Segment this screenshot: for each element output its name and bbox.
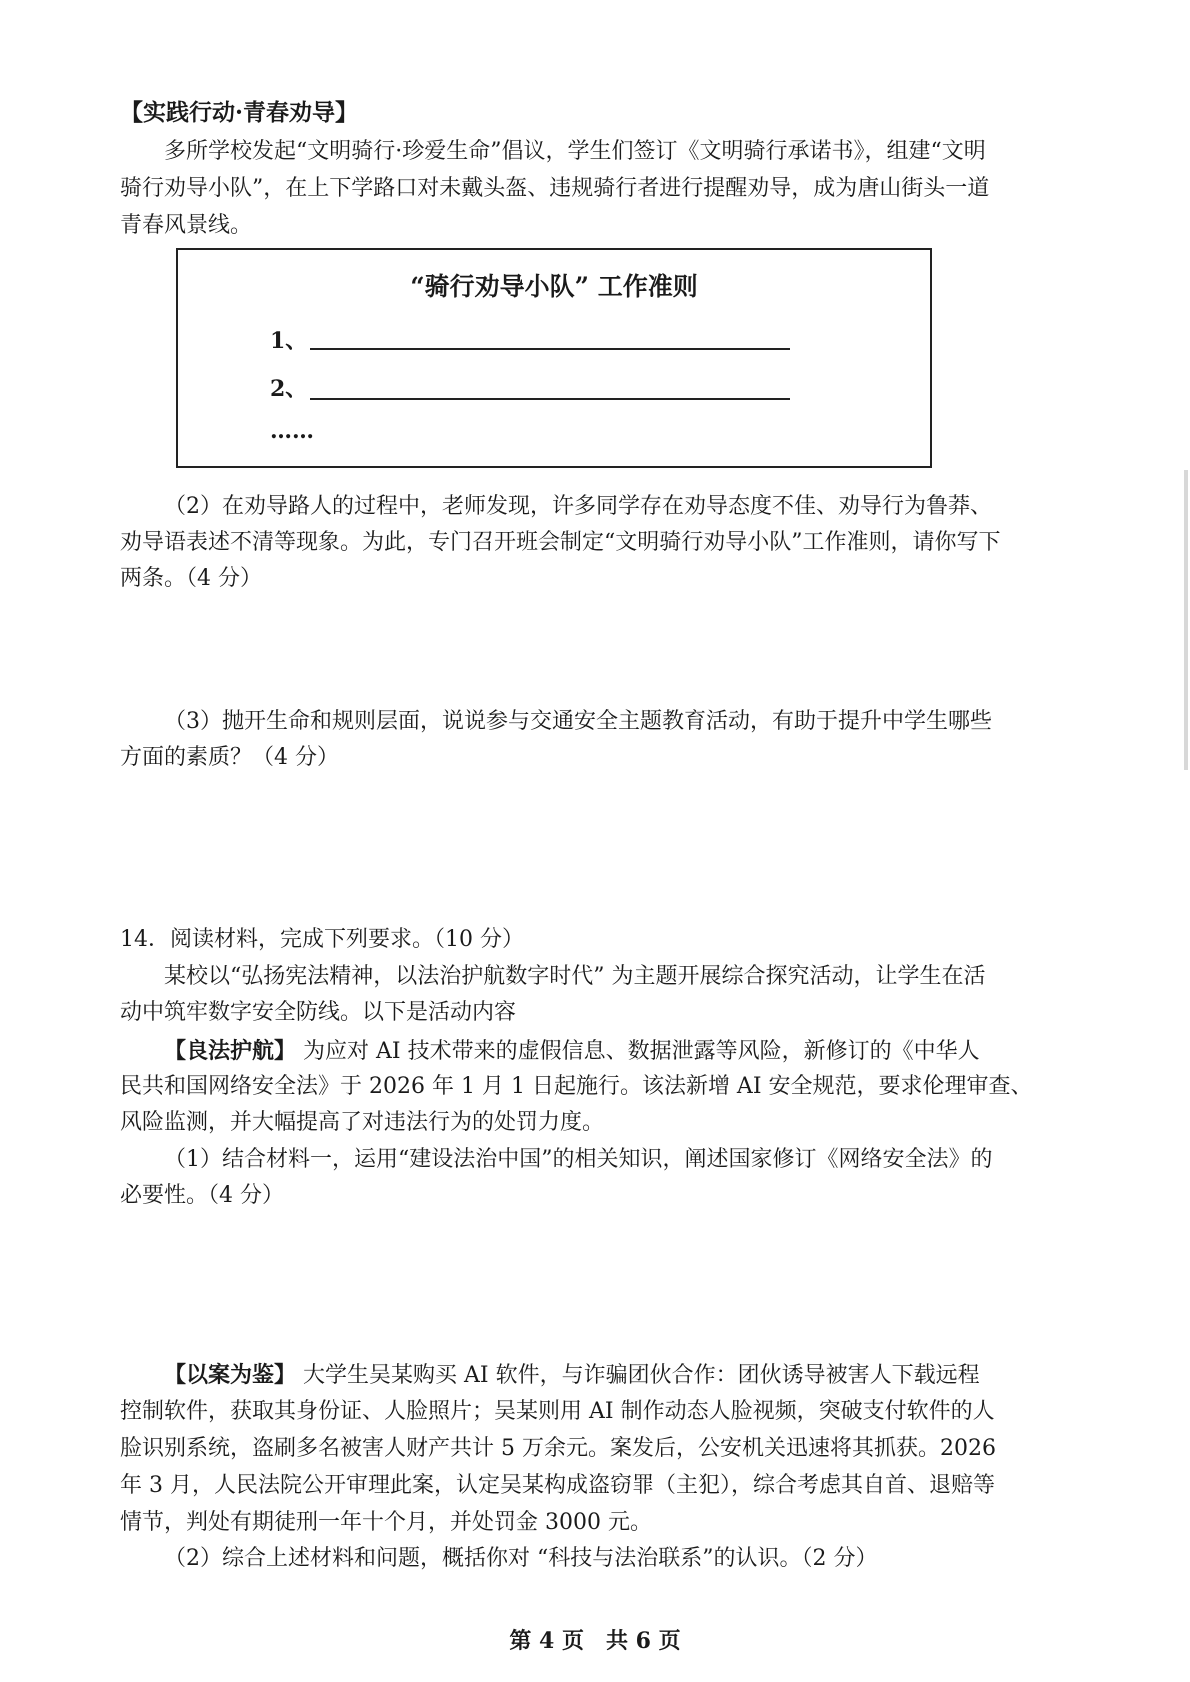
question-2-answer-area[interactable] <box>120 600 1000 700</box>
scan-edge-shadow <box>1184 470 1188 770</box>
question-2-line-3: 两条。（4 分） <box>120 566 262 591</box>
rule-item-1-answer-line[interactable] <box>310 348 790 350</box>
question-3-line-2: 方面的素质？（4 分） <box>120 745 339 770</box>
rule-item-2-answer-line[interactable] <box>310 398 790 400</box>
page-number-footer: 第 4 页 共 6 页 <box>509 1628 681 1654</box>
material-2-line-2: 控制软件，获取其身份证、人脸照片；吴某则用 AI 制作动态人脸视频，突破支付软件的人 <box>120 1399 995 1424</box>
sub-question-1-line-1: （1）结合材料一，运用“建设法治中国”的相关知识，阐述国家修订《网络安全法》的 <box>164 1147 993 1172</box>
material-1-line-2: 民共和国网络安全法》于 2026 年 1 月 1 日起施行。该法新增 AI 安全规范，要求伦理审查、 <box>120 1074 1033 1099</box>
question-3-line-1: （3）抛开生命和规则层面，说说参与交通安全主题教育活动，有助于提升中学生哪些 <box>164 709 992 734</box>
material-1-text-1: 为应对 AI 技术带来的虚假信息、数据泄露等风险，新修订的《中华人 <box>296 1039 980 1064</box>
rules-box-title: “骑行劝导小队” 工作准则 <box>410 272 698 301</box>
material-2-label: 【以案为鉴】 <box>164 1362 297 1388</box>
question-14-intro-line-1: 某校以“弘扬宪法精神，以法治护航数字时代” 为主题开展综合探究活动，让学生在活 <box>164 964 986 989</box>
sub-question-1-line-2: 必要性。（4 分） <box>120 1183 284 1208</box>
material-2-text-1: 大学生吴某购买 AI 软件，与诈骗团伙合作：团伙诱导被害人下载远程 <box>296 1363 980 1388</box>
material-1-line-1 <box>164 1036 980 1067</box>
practice-paragraph-line-3: 青春风景线。 <box>120 213 253 238</box>
rule-item-1-label: 1、 <box>270 328 308 354</box>
question-2-line-1: （2）在劝导路人的过程中，老师发现，许多同学存在劝导态度不佳、劝导行为鲁莽、 <box>164 494 992 519</box>
sub-question-1-answer-area[interactable] <box>120 1218 1000 1348</box>
practice-paragraph-line-1: 多所学校发起“文明骑行·珍爱生命”倡议，学生们签订《文明骑行承诺书》，组建“文明 <box>164 139 986 164</box>
material-2-line-5: 情节，判处有期徒刑一年十个月，并处罚金 3000 元。 <box>120 1510 652 1535</box>
sub-question-2-answer-area[interactable] <box>120 1580 1000 1620</box>
sub-question-2: （2）综合上述材料和问题，概括你对 “科技与法治联系”的认识。（2 分） <box>164 1546 878 1571</box>
question-14-intro-line-2: 动中筑牢数字安全防线。以下是活动内容 <box>120 1000 517 1025</box>
material-2-line-3: 脸识别系统，盗刷多名被害人财产共计 5 万余元。案发后，公安机关迅速将其抓获。2026 <box>120 1436 996 1461</box>
material-2-line-4: 年 3 月，人民法院公开审理此案，认定吴某构成盗窃罪（主犯），综合考虑其自首、退赔等 <box>120 1473 995 1498</box>
material-2-line-1 <box>164 1360 980 1391</box>
practice-paragraph-line-2: 骑行劝导小队”，在上下学路口对未戴头盔、违规骑行者进行提醒劝导，成为唐山街头一道 <box>120 176 990 201</box>
rules-box <box>176 248 932 468</box>
question-14-header: 14．阅读材料，完成下列要求。（10 分） <box>120 927 524 952</box>
rules-ellipsis: …… <box>270 418 314 444</box>
question-3-answer-area[interactable] <box>120 780 1000 910</box>
rule-item-2-label: 2、 <box>270 376 308 402</box>
question-2-line-2: 劝导语表述不清等现象。为此，专门召开班会制定“文明骑行劝导小队”工作准则，请你写下 <box>120 530 1001 555</box>
material-1-line-3: 风险监测，并大幅提高了对违法行为的处罚力度。 <box>120 1110 605 1135</box>
material-1-label: 【良法护航】 <box>164 1038 297 1064</box>
section-heading-practice: 【实践行动·青春劝导】 <box>120 99 359 126</box>
